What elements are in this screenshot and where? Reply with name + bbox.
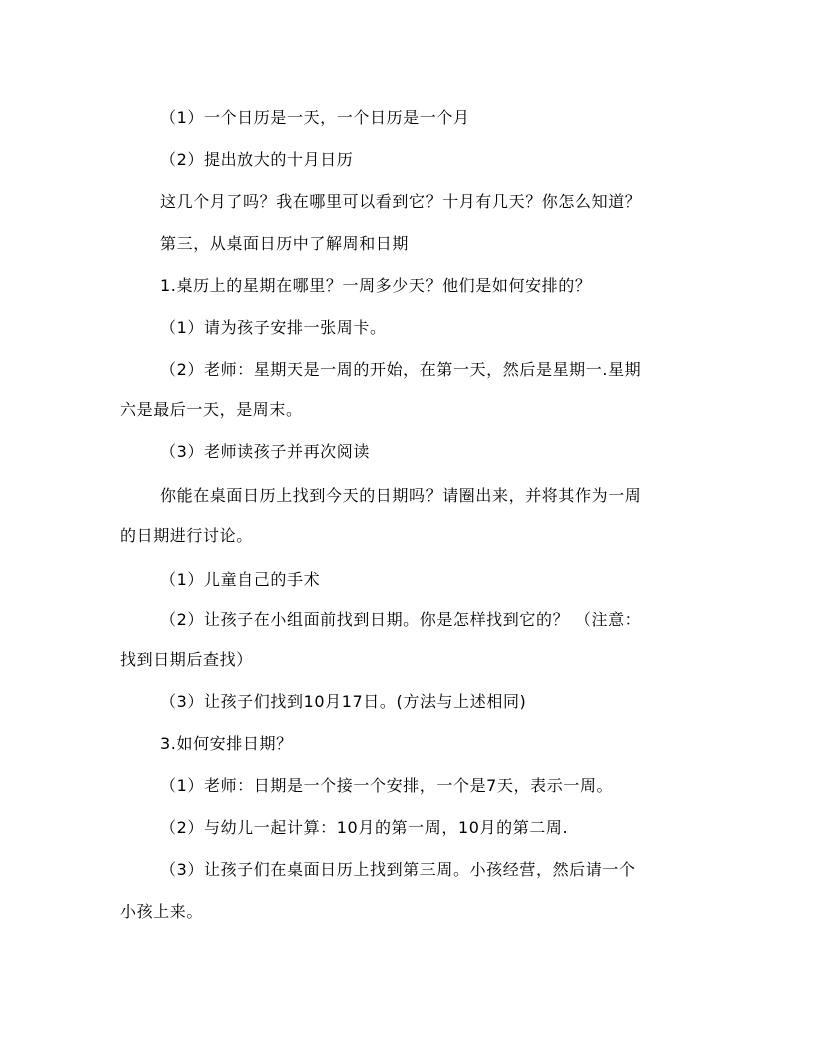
text-line: （2）与幼儿一起计算：10月的第一周，10月的第二周.	[160, 818, 569, 837]
text-line: （1）老师：日期是一个接一个安排，一个是7天，表示一周。	[160, 776, 614, 795]
text-line: （3）让孩子们在桌面日历上找到第三周。小孩经营，然后请一个	[160, 860, 636, 879]
text-line: （3）老师读孩子并再次阅读	[160, 442, 370, 461]
text-line: 你能在桌面日历上找到今天的日期吗？请圈出来，并将其作为一周	[160, 486, 642, 505]
text-line: 3.如何安排日期？	[160, 734, 293, 753]
text-line: 六是最后一天，是周末。	[120, 400, 303, 419]
text-line: 第三，从桌面日历中了解周和日期	[160, 234, 410, 253]
text-line: 的日期进行讨论。	[120, 526, 253, 545]
text-line: （2）提出放大的十月日历	[160, 150, 354, 169]
text-line: 1.桌历上的星期在哪里？一周多少天？他们是如何安排的？	[160, 276, 592, 295]
text-line: （2）让孩子在小组面前找到日期。你是怎样找到它的？ （注意：	[160, 610, 642, 629]
text-line: （2）老师：星期天是一周的开始，在第一天，然后是星期一.星期	[160, 360, 642, 379]
text-line: （1）一个日历是一天，一个日历是一个月	[160, 108, 470, 127]
text-line: （1）请为孩子安排一张周卡。	[160, 318, 387, 337]
text-line: 小孩上来。	[120, 902, 204, 921]
text-line: 这几个月了吗？我在哪里可以看到它？十月有几天？你怎么知道？	[160, 192, 642, 211]
text-line: （1）儿童自己的手术	[160, 570, 321, 589]
text-line: 找到日期后查找）	[120, 650, 253, 669]
text-line: （3）让孩子们找到10月17日。(方法与上述相同)	[160, 692, 527, 711]
